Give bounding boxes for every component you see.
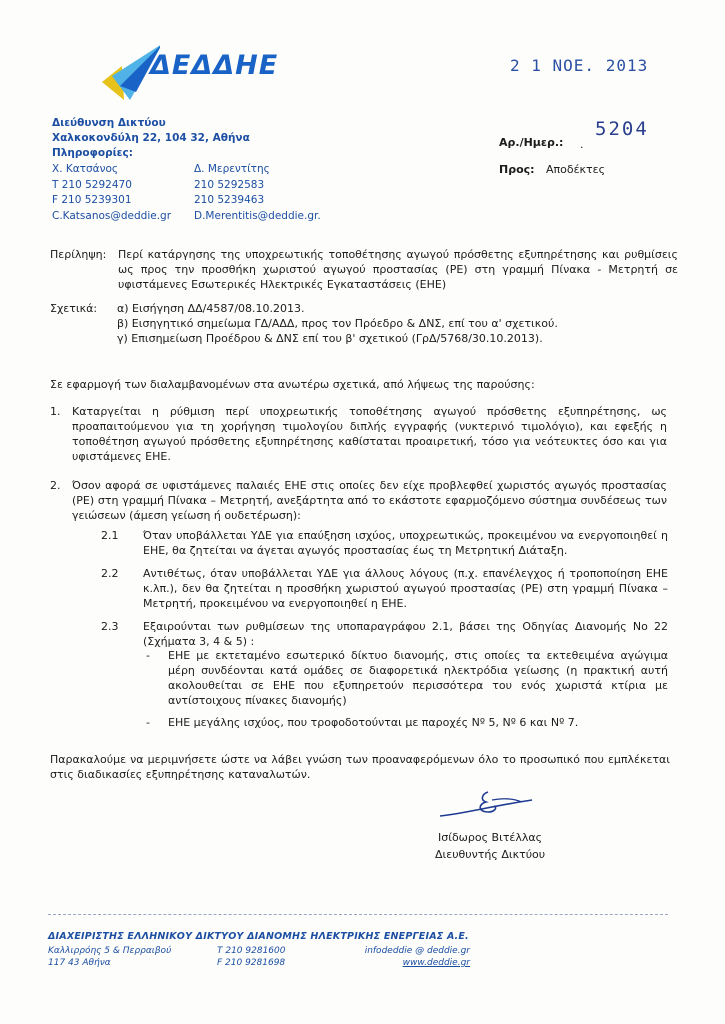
subpoint-number: 2.3 xyxy=(101,620,119,633)
subpoint-text: Εξαιρούνται των ρυθμίσεων της υποπαραγράφου 2.1, βάσει της Οδηγίας Διανομής Νο 22 (Σχήματα 3, 4 & 5) : xyxy=(143,620,668,648)
point-number: 1. xyxy=(50,405,61,418)
related-item: β) Εισηγητικό σημείωμα ΓΔ/ΑΔΔ, προς τον Πρόεδρο & ΔΝΣ, επί του α' σχετικού. xyxy=(117,317,558,330)
contact-name: Χ. Κατσάνος xyxy=(52,163,119,175)
footer-address xyxy=(48,945,171,969)
contact-tel: Τ 210 5292470 xyxy=(52,178,132,191)
footer-divider xyxy=(48,914,668,915)
contact-name: Δ. Μερεντίτης xyxy=(194,163,270,175)
footer-tel: Τ 210 9281600 xyxy=(217,946,286,956)
closing-text: Παρακαλούμε να μεριμνήσετε ώστε να λάβει γνώση των προαναφερόμενων όλο το προσωπικό που εμπλέκεται στις διαδικασίες εξυπηρέτησης καταναλωτών. xyxy=(50,753,670,781)
point-text: Καταργείται η ρύθμιση περί υποχρεωτικής τοποθέτησης αγωγού πρόσθετης εξυπηρέτησης, ως προαπαιτούμενου για τη χορήγηση τιμολογίου διπλής εγγραφής (νυκτερινό τιμολόγιο), και εφεξής η τοποθέτηση αγωγού πρόσθετης εξυπηρέτησης καθίσταται προαιρετική, τόσο για νεότευκτες όσο και για υφιστάμενες ΕΗΕ. xyxy=(72,405,667,463)
bullet-dash: - xyxy=(146,649,150,662)
footer-city: 117 43 Αθήνα xyxy=(48,958,111,968)
footer-web xyxy=(355,945,470,969)
subpoint-number: 2.2 xyxy=(101,567,119,580)
related-label: Σχετικά: xyxy=(50,302,98,315)
subpoint-text: Αντιθέτως, όταν υποβάλλεται ΥΔΕ για άλλους λόγους (π.χ. επανέλεγχος ή τροποποίηση ΕΗΕ κ.λπ.), δεν θα ζητείται η προσθήκη χωριστού αγωγού προστασίας (PE) στη γραμμή Πίνακα – Μετρητή, προκειμένου να ενεργοποιηθεί η ΕΗΕ. xyxy=(143,567,668,610)
date-stamp: 2 1 ΝΟΕ. 2013 xyxy=(510,56,649,75)
footer-website-link[interactable]: www.deddie.gr xyxy=(402,958,470,968)
ref-label: Αρ./Ημερ.: xyxy=(499,136,564,149)
related-item: α) Εισήγηση ΔΔ/4587/08.10.2013. xyxy=(117,302,305,315)
summary-text: Περί κατάργησης της υποχρεωτικής τοποθέτησης αγωγού πρόσθετης εξυπηρέτησης και ρυθμίσεις ως προς την προσθήκη χωριστού αγωγού προστασίας (PE) στη γραμμή Πίνακα - Μετρητή σε υφιστάμενες Εσωτερικές Ηλεκτρικές Εγκαταστάσεις (ΕΗΕ) xyxy=(118,248,678,291)
related-list xyxy=(117,301,677,346)
footer-phones xyxy=(217,945,285,969)
contact-tel: 210 5292583 xyxy=(194,178,265,191)
sender-block xyxy=(52,116,250,161)
contact-1 xyxy=(52,162,171,224)
intro-text: Σε εφαρμογή των διαλαμβανομένων στα ανωτέρω σχετικά, από λήψεως της παρούσης: xyxy=(50,378,535,391)
subpoint-text: Όταν υποβάλλεται ΥΔΕ για επαύξηση ισχύος, υποχρεωτικώς, προκειμένου να ενεργοποιηθεί η ΕΗΕ, θα ζητείται να άγεται αγωγός προστασίας έως τη Μετρητική Διάταξη. xyxy=(143,529,668,557)
contacts-block xyxy=(52,162,321,224)
point-number: 2. xyxy=(50,479,61,492)
footer-email-link[interactable]: infodeddie @ deddie.gr xyxy=(364,946,470,956)
contact-email: D.Merentitis@deddie.gr. xyxy=(194,209,321,222)
recipient-label: Προς: xyxy=(499,163,535,176)
related-item: γ) Επισημείωση Προέδρου & ΔΝΣ επί του β' σχετικού (ΓρΔ/5768/30.10.2013). xyxy=(117,332,543,345)
logo-text: ΔΕΔΔΗΕ xyxy=(150,50,279,81)
signatory-name: Ισίδωρος Βιτέλλας xyxy=(438,831,543,844)
subpoint-number: 2.1 xyxy=(101,529,119,542)
sender-address: Χαλκοκονδύλη 22, 104 32, Αθήνα xyxy=(52,132,250,144)
ref-dots: . xyxy=(580,138,584,151)
contact-email: C.Katsanos@deddie.gr xyxy=(52,209,172,222)
bullet-text: ΕΗΕ με εκτεταμένο εσωτερικό δίκτυο διανομής, στις οποίες τα εκτεθειμένα αγώγιμα μέρη συνδέονται κατά ομάδες σε διαφορετικά ηλεκτρόδια γείωσης (η πρακτική αυτή ακολουθείται σε ΕΗΕ που εξυπηρετούν περισσότερα του ενός χωριστά κτίρια με αντίστοιχους πίνακες διανομής) xyxy=(168,649,668,707)
company-logo xyxy=(100,42,290,108)
point-text: Όσον αφορά σε υφιστάμενες παλαιές ΕΗΕ στις οποίες δεν είχε προβλεφθεί χωριστός αγωγός προστασίας (PE) στη γραμμή Πίνακα – Μετρητή, ανεξάρτητα από το εκάστοτε εφαρμοζόμενο σύστημα συνδέσεως των γειώσεων (άμεση γείωση ή ουδετέρωση): xyxy=(72,479,667,522)
contact-fax: F 210 5239301 xyxy=(52,194,132,206)
info-label: Πληροφορίες: xyxy=(52,147,133,159)
sender-department: Διεύθυνση Δικτύου xyxy=(52,117,166,129)
bullet-text: ΕΗΕ μεγάλης ισχύος, που τροφοδοτούνται με παροχές Νº 5, Νº 6 και Νº 7. xyxy=(168,716,579,729)
footer-street: Καλλιρρόης 5 & Περραιβού xyxy=(48,946,172,956)
recipient-value: Αποδέκτες xyxy=(546,163,606,176)
signature-icon xyxy=(432,786,542,830)
contact-2 xyxy=(194,162,354,224)
footer-company: ΔΙΑΧΕΙΡΙΣΤΗΣ ΕΛΛΗΝΙΚΟΥ ΔΙΚΤΥΟΥ ΔΙΑΝΟΜΗΣ ΗΛΕΚΤΡΙΚΗΣ ΕΝΕΡΓΕΙΑΣ Α.Ε. xyxy=(48,931,469,942)
contact-fax: 210 5239463 xyxy=(194,194,265,206)
bullet-dash: - xyxy=(146,716,150,729)
summary-label: Περίληψη: xyxy=(50,248,107,261)
ref-number: 5204 xyxy=(595,118,649,140)
signatory-title: Διευθυντής Δικτύου xyxy=(435,848,546,861)
footer-fax: F 210 9281698 xyxy=(217,958,286,968)
